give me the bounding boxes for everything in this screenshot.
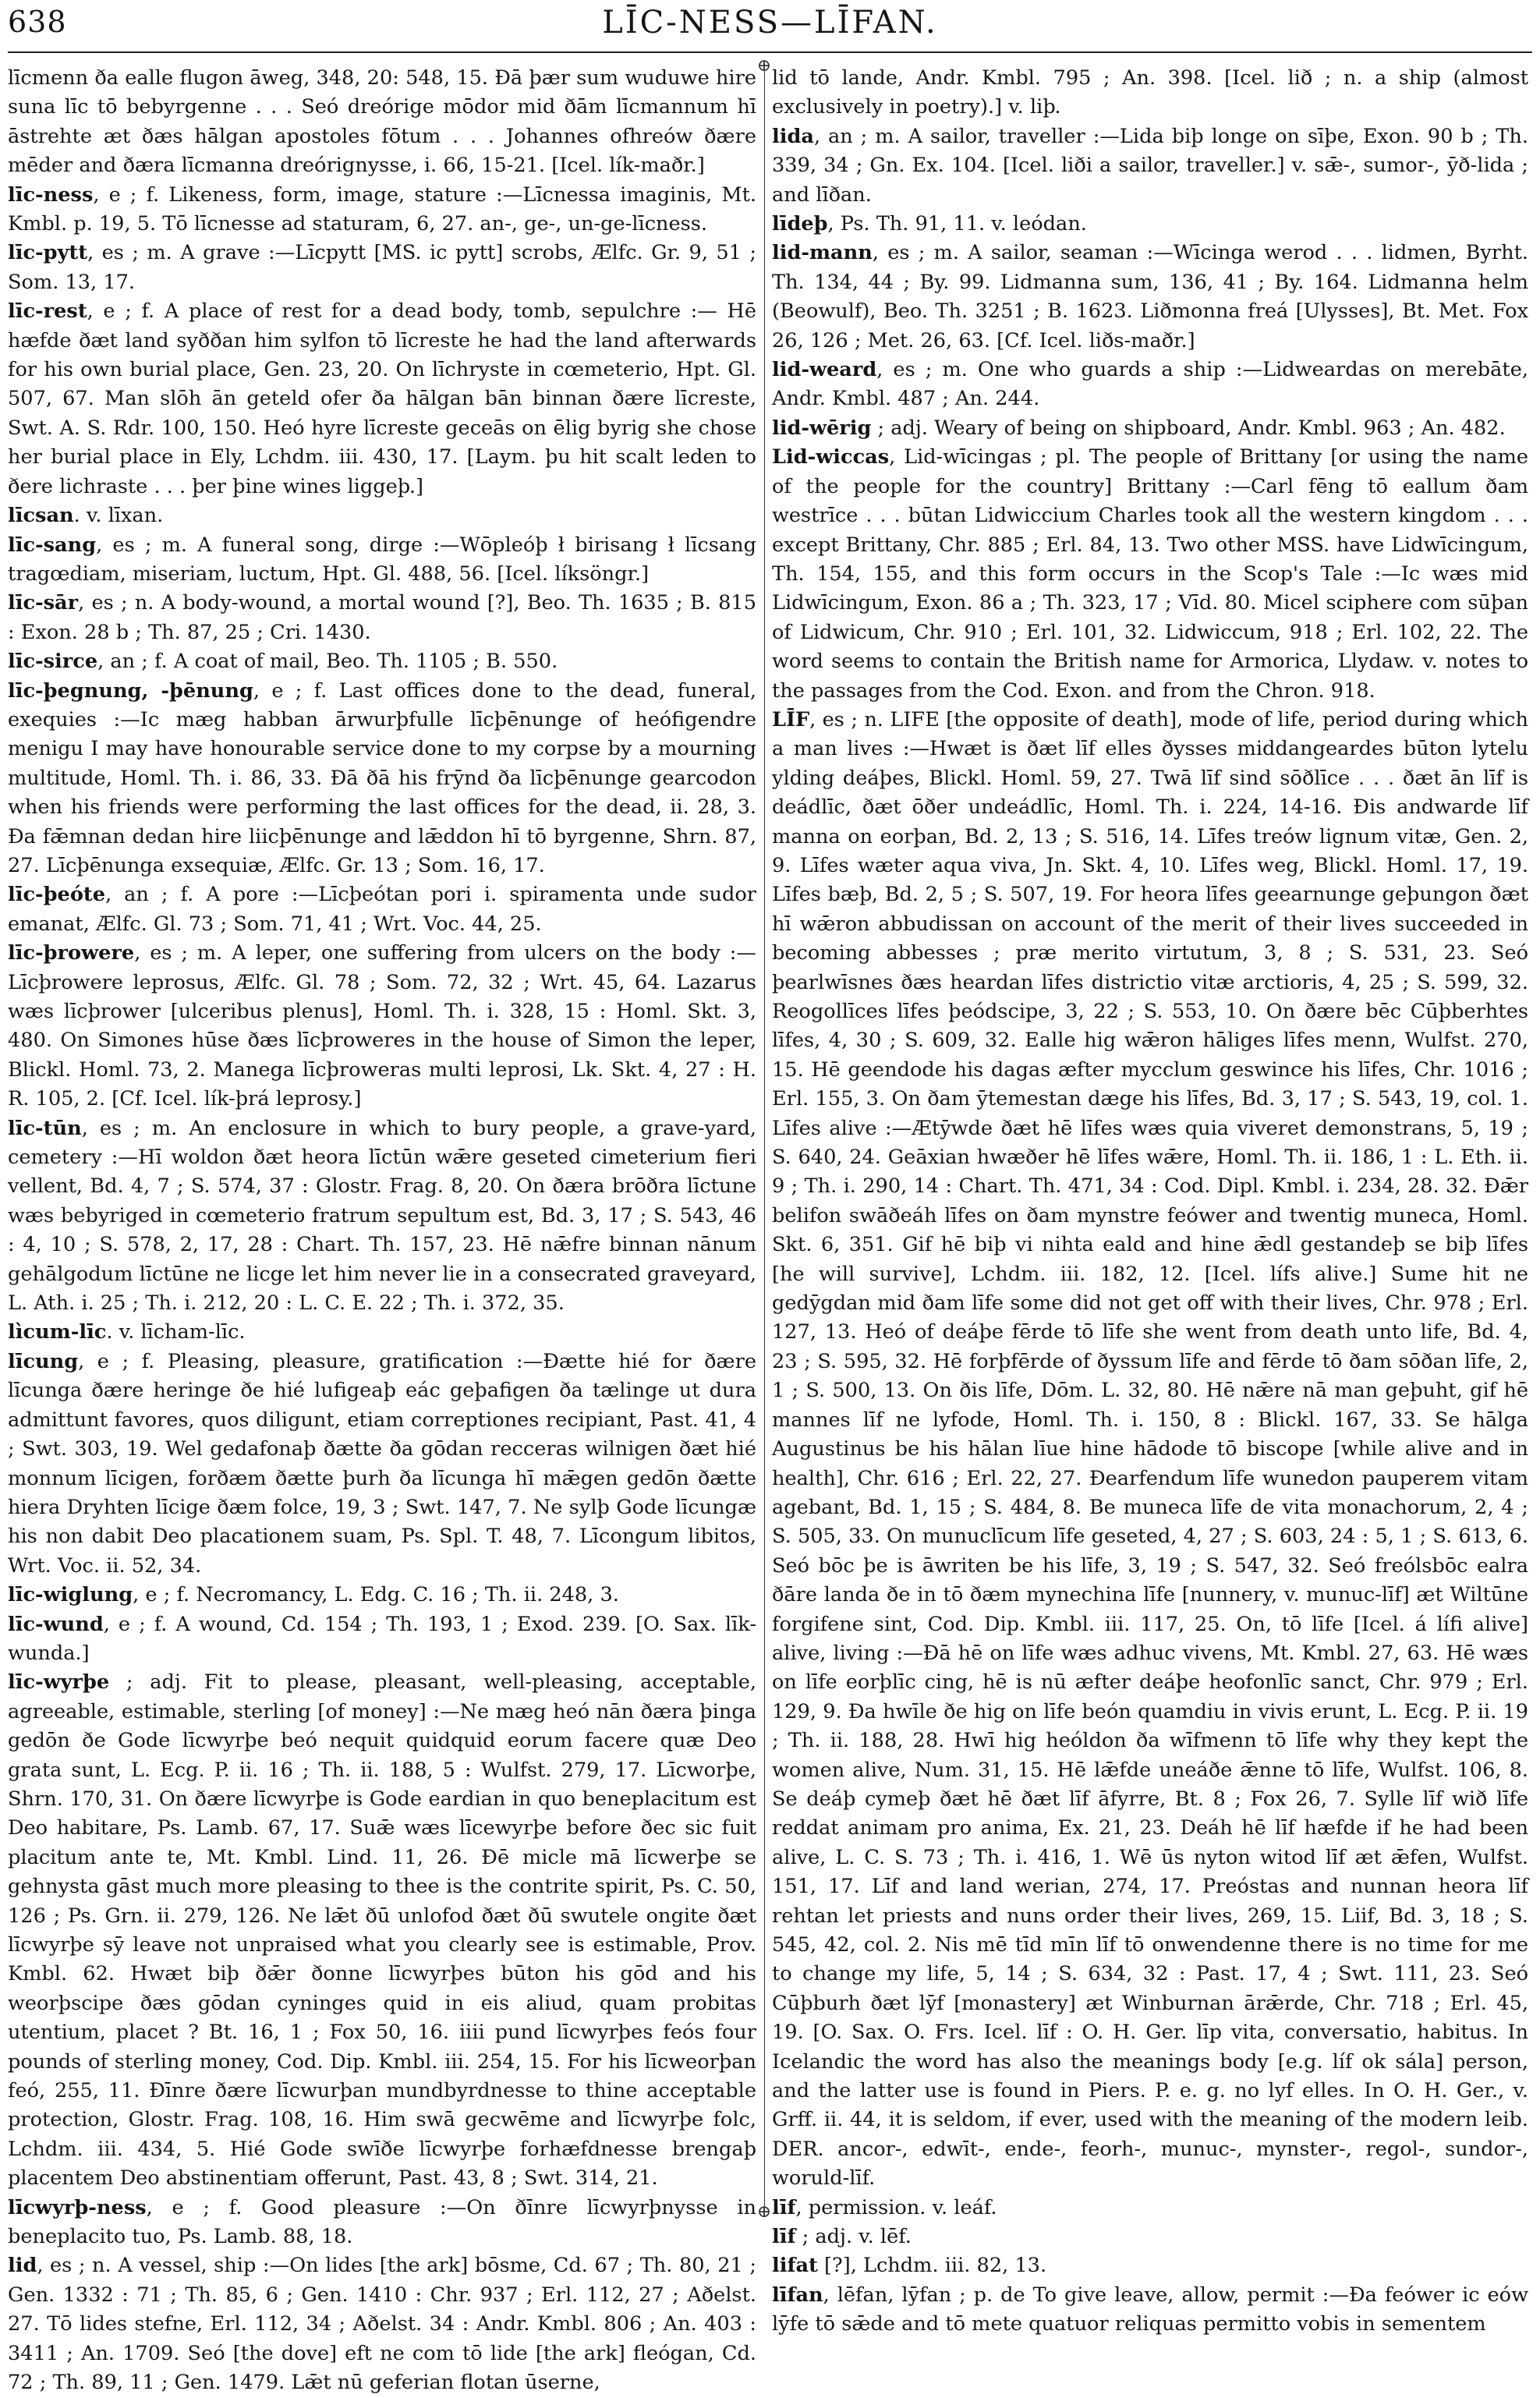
- entry-text: lid tō lande, Andr. Kmbl. 795 ; An. 398. [Icel. lið ; n. a ship (almost exclusively in poetry).] v. liþ.: [772, 66, 1528, 119]
- page-number: 638: [8, 5, 67, 39]
- dictionary-entry: [8, 501, 756, 530]
- column-divider: [764, 62, 765, 2216]
- entry-text: , es ; n. A vessel, ship :—On lides [the ark] bōsme, Cd. 67 ; Th. 80, 21 ; Gen. 1332 : 71 ; Th. 85, 6 ; Gen. 1410 : Chr. 937 ; Erl. 112, 27 ; Aðelst. 27. Tō lides stefne, Erl. 112, 34 ; Aðelst. 34 : Andr. Kmbl. 806 ; An. 403 : 3411 ; An. 1709. Seó [the dove] eft ne com tō lide [the ark] fleógan, Cd. 72 ; Th. 89, 11 ; Gen. 1479. Lǣt nū geferian flotan ūserne,: [8, 2254, 756, 2395]
- entry-text: , Lid-wīcingas ; pl. The people of Brittany [or using the name of the people for the country] Brittany :—Carl fēng tō eallum ðam westrīce . . . būtan Lidwiccium Charles took all the western kingdom . . . except Brittany, Chr. 885 ; Erl. 84, 13. Two other MSS. have Lidwīcingum, Th. 154, 155, and this form occurs in the Scop's Tale :—Ic wæs mid Lidwīcingum, Exon. 86 a ; Th. 323, 17 ; Vīd. 80. Micel sciphere com sūþan of Lidwicum, Chr. 910 ; Erl. 101, 32. Lidwiccum, 918 ; Erl. 102, 22. The word seems to contain the British name for Armorica, Llydaw. v. notes to the passages from the Cod. Exon. and from the Chron. 918.: [772, 445, 1528, 703]
- entry-headword: lid-mann: [772, 241, 873, 265]
- entry-headword: LĪF: [772, 707, 810, 731]
- entry-text: , an ; m. A sailor, traveller :—Lida biþ longe on sīþe, Exon. 90 b ; Th. 339, 34 ; Gn. Ex. 104. [Icel. liði a sailor, traveller.] v. sǣ-, sumor-, ȳð-lida ; and līðan.: [772, 124, 1528, 207]
- entry-text: , lēfan, lȳfan ; p. de To give leave, allow, permit :—Ða feówer ic eów lȳfe tō sǣde and tō mete quatuor reliquas permitto vobis in sementem: [772, 2283, 1528, 2336]
- entry-text: , Ps. Th. 91, 11. v. leódan.: [827, 212, 1087, 236]
- column-divider-ornament-bottom-icon: ⊕: [756, 2202, 772, 2222]
- entry-text: , es ; m. An enclosure in which to bury people, a grave-yard, cemetery :—Hī woldon ðæt heora līctūn wǣre geseted cimeterium fieri vellent, Bd. 4, 7 ; S. 574, 37 : Glostr. Frag. 8, 20. On ðæra brōðra līctune wæs bebyriged in cœmeterio fratrum sepultum est, Bd. 3, 17 ; S. 543, 46 : 4, 10 ; S. 578, 2, 17, 28 : Chart. Th. 157, 23. Hē nǣfre binnan nānum gehālgodum līctūne ne licge let him never lie in a consecrated graveyard, L. Ath. i. 25 ; Th. i. 212, 20 : L. C. E. 22 ; Th. i. 372, 35.: [8, 1116, 756, 1316]
- dictionary-entry: [772, 706, 1528, 2194]
- dictionary-entry: [772, 356, 1528, 414]
- entry-text: ; adj. Fit to please, pleasant, well-pleasing, acceptable, agreeable, estimable, sterling [of money] :—Ne mæg heó nān ðæra þinga gedōn ðe Gode līcwyrþe beó nequit quidquid eorum facere quæ Deo grata sunt, L. Ecg. P. ii. 16 ; Th. ii. 188, 5 : Wulfst. 279, 17. Līcworþe, Shrn. 170, 31. On ðære līcwyrþe is Gode eardian in quo beneplacitum est Deo habitare, Ps. Lamb. 67, 17. Suǣ wæs līcewyrþe before ðec sic fuit placitum ante te, Mt. Kmbl. Lind. 11, 26. Ðē micle mā līcwerþe se gehnysta gāst much more pleasing to thee is the contrite spirit, Ps. C. 50, 126 ; Ps. Grn. ii. 279, 126. Ne lǣt ðū unlofod ðæt ðū swutele ongite ðæt līcwyrþe sȳ leave not unpraised what you clearly see is estimable, Prov. Kmbl. 62. Hwæt biþ ðǣr ðonne līcwyrþes būton his gōd and his weorþscipe ðæs gōdan cyninges quid in eis aliud, quam probitas utentium, placet ? Bt. 16, 1 ; Fox 50, 16. iiii pund līcwyrþes feós four pounds of sterling money, Cod. Dip. Kmbl. iii. 254, 15. For his līcweorþan feó, 255, 11. Ðīnre ðære līcwurþan mundbyrdnesse to thine acceptable protection, Glostr. Frag. 108, 16. Him swā gecwēme and līcwyrþe folc, Lchdm. iii. 434, 5. Hié Gode swīðe līcwyrþe forhæfdnesse brengaþ placentem Deo abstinentiam offerunt, Past. 43, 8 ; Swt. 314, 21.: [8, 1670, 756, 2191]
- dictionary-entry: [8, 1610, 756, 1669]
- entry-headword: līc-tūn: [8, 1116, 82, 1140]
- entry-headword: līc-ness: [8, 182, 94, 207]
- entry-text: , e ; f. A place of rest for a dead body, tomb, sepulchre :— Hē hæfde ðæt land syððan him sylfon tō līcreste he had the land afterwards for his own burial place, Gen. 23, 20. On līchryste in cœmeterio, Hpt. Gl. 507, 67. Man slōh ān geteld ofer ða hālgan bān binnan ðære līcreste, Swt. A. S. Rdr. 100, 150. Heó hyre līcreste geceās on ēlig byrig she chose her burial place in Ely, Lchdm. iii. 430, 17. [Laym. þu hit scalt leden to ðere lichraste . . . þer þine wines liggeþ.]: [8, 299, 756, 498]
- entry-text: , e ; f. Necromancy, L. Edg. C. 16 ; Th. ii. 248, 3.: [133, 1583, 619, 1607]
- entry-headword: līc-rest: [8, 299, 87, 324]
- entry-text: , es ; m. One who guards a ship :—Lidweardas on merebāte, Andr. Kmbl. 487 ; An. 244.: [772, 358, 1528, 411]
- entry-text: , an ; f. A pore :—Līcþeótan pori i. spiramenta unde sudor emanat, Ælfc. Gl. 73 ; Som. 71, 41 ; Wrt. Voc. 44, 25.: [8, 883, 756, 936]
- dictionary-entry: [772, 64, 1528, 122]
- entry-headword: līc-sār: [8, 591, 79, 615]
- entry-text: , es ; m. A grave :—Līcpytt [MS. ic pytt] scrobs, Ælfc. Gr. 9, 51 ; Som. 13, 17.: [8, 241, 756, 294]
- dictionary-entry: [772, 2223, 1528, 2251]
- entry-headword: lid-weard: [772, 358, 877, 382]
- dictionary-entry: [772, 414, 1528, 443]
- dictionary-entry: [772, 443, 1528, 706]
- left-column: [8, 64, 756, 2395]
- dictionary-entry: [8, 677, 756, 881]
- dictionary-entry: [8, 1668, 756, 2193]
- entry-text: , e ; f. Pleasing, pleasure, gratification :—Ðætte hié for ðære līcunga ðære heringe ðe hié lufigeaþ eác geþafigen ða tælinge ut dura admittunt favores, quos diligunt, etiam correptiones recipiant, Past. 41, 4 ; Swt. 303, 19. Wel gedafonaþ ðætte ða gōdan recceras wilnigen ðæt hié monnum līcigen, forðæm ðætte þurh ða līcunga hī mǣgen gedōn ðætte hiera Dryhten līcige ðæm folce, 19, 3 ; Swt. 147, 7. Ne sylþ Gode līcungæ his non dabit Deo placationem suam, Ps. Spl. T. 48, 7. Līcongum libitos, Wrt. Voc. ii. 52, 34.: [8, 1349, 756, 1578]
- entry-headword: līc-wiglung: [8, 1583, 133, 1607]
- entry-text: , es ; n. A body-wound, a mortal wound [?], Beo. Th. 1635 ; B. 815 : Exon. 28 b ; Th. 87, 25 ; Cri. 1430.: [8, 591, 756, 644]
- dictionary-entry: [772, 2251, 1528, 2280]
- dictionary-entry: [8, 1114, 756, 1319]
- column-divider-ornament-icon: ⊕: [756, 56, 772, 76]
- entry-text: , es ; m. A funeral song, dirge :—Wōpleóþ ł birisang ł līcsang tragœdiam, miseriam, luctum, Hpt. Gl. 488, 56. [Icel. líksöngr.]: [8, 533, 756, 586]
- page-header: [0, 0, 1540, 56]
- entry-headword: līf: [772, 2225, 796, 2249]
- entry-text: , an ; f. A coat of mail, Beo. Th. 1105 ; B. 550.: [97, 650, 558, 674]
- entry-headword: Lid-wiccas: [772, 445, 890, 469]
- dictionary-entry: [772, 122, 1528, 210]
- entry-text: [?], Lchdm. iii. 82, 13.: [817, 2254, 1047, 2278]
- entry-headword: līfan: [772, 2283, 823, 2307]
- entry-headword: lid-wērig: [772, 416, 872, 440]
- entry-text: . v. līcham-līc.: [106, 1320, 246, 1344]
- dictionary-entry: [8, 939, 756, 1114]
- dictionary-entry: [8, 181, 756, 239]
- entry-text: ; adj. v. lēf.: [795, 2225, 912, 2249]
- entry-headword: līc-sang: [8, 533, 97, 557]
- entry-headword: līc-þeóte: [8, 883, 106, 907]
- entry-headword: līf: [772, 2195, 796, 2219]
- entry-text: , e ; f. Good pleasure :—On ðīnre līcwyrþnysse in beneplacito tuo, Ps. Lamb. 88, 18.: [8, 2195, 756, 2249]
- entry-headword: lìcum-līc: [8, 1320, 107, 1344]
- entry-headword: lid: [8, 2254, 37, 2278]
- entry-headword: līcwyrþ-ness: [8, 2195, 147, 2219]
- entry-text: . v. līxan.: [73, 504, 164, 528]
- entry-headword: līdeþ: [772, 212, 828, 236]
- entry-headword: līc-pytt: [8, 241, 88, 265]
- dictionary-entry: [772, 210, 1528, 239]
- running-head: LĪC-NESS—LĪFAN.: [602, 5, 938, 41]
- entry-headword: līc-wund: [8, 1612, 104, 1636]
- entry-text: ; adj. Weary of being on shipboard, Andr. Kmbl. 963 ; An. 482.: [871, 416, 1506, 440]
- entry-headword: līc-sirce: [8, 650, 98, 674]
- entry-text: , permission. v. leáf.: [795, 2195, 997, 2219]
- entry-text: , es ; m. A sailor, seaman :—Wīcinga werod . . . lidmen, Byrht. Th. 134, 44 ; By. 99. Lidmanna sum, 136, 41 ; By. 164. Lidmanna helm (Beowulf), Beo. Th. 3251 ; B. 1623. Liðmonna freá [Ulysses], Bt. Met. Fox 26, 126 ; Met. 26, 63. [Cf. Icel. liðs-maðr.]: [772, 241, 1528, 352]
- dictionary-entry: [8, 589, 756, 647]
- dictionary-entry: [8, 2194, 756, 2252]
- entry-headword: līcung: [8, 1349, 79, 1373]
- dictionary-entry: [8, 1581, 756, 1610]
- dictionary-entry: [8, 64, 756, 181]
- dictionary-entry: [8, 880, 756, 939]
- entry-headword: līc-þrowere: [8, 941, 135, 965]
- dictionary-entry: [8, 297, 756, 501]
- entry-headword: līc-wyrþe: [8, 1670, 110, 1695]
- entry-text: , e ; f. Last offices done to the dead, funeral, exequies :—Ic mæg habban ārwurþfulle līcþēnunge of heófigendre menigu I may have honourable service done to my corpse by a mourning multitude, Homl. Th. i. 86, 33. Ðā ðā his frȳnd ða līcþēnunge gearcodon when his friends were performing the last offices for the dead, ii. 28, 3. Ða fǣmnan dedan hire liicþēnunge and lǣddon hī tō byrgenne, Shrn. 87, 27. Līcþēnunga exsequiæ, Ælfc. Gr. 13 ; Som. 16, 17.: [8, 678, 756, 877]
- right-column: [772, 64, 1528, 2336]
- dictionary-entry: [8, 239, 756, 297]
- entry-headword: līcsan: [8, 504, 74, 528]
- entry-text: , es ; m. A leper, one suffering from ulcers on the body :— Līcþrowere leprosus, Ælfc. Gl. 78 ; Som. 72, 32 ; Wrt. 45, 64. Lazarus wæs līcþrower [ulceribus plenus], Homl. Th. i. 328, 15 : Homl. Skt. 3, 480. On Simones hūse ðæs līcþroweres in the house of Simon the leper, Blickl. Homl. 73, 2. Manega līcþroweras multi leprosi, Lk. Skt. 4, 27 : H. R. 105, 2. [Cf. Icel. lík-þrá leprosy.]: [8, 941, 756, 1111]
- dictionary-entry: [772, 2281, 1528, 2340]
- entry-text: , es ; n. LIFE [the opposite of death], mode of life, period during which a man lives :—Hwæt is ðæt līf elles ðysses middangeardes būton lytelu ylding deáþes, Blickl. Homl. 59, 27. Twā līf sind sōðlīce . . . ðæt ān līf is deádlīc, ðæt ōðer undeádlīc, Homl. Th. i. 224, 14-16. Ðis andwarde līf manna on eorþan, Bd. 2, 13 ; S. 516, 14. Līfes treów lignum vitæ, Gen. 2, 9. Līfes wæter aqua viva, Jn. Skt. 4, 10. Līfes weg, Blickl. Homl. 17, 19. Līfes bæþ, Bd. 2, 5 ; S. 507, 19. For heora līfes geearnunge geþungon ðæt hī wǣron abbudissan on account of the merit of their lives succeeded in becoming abbesses ; præ merito virtutum, 3, 8 ; S. 531, 23. Seó þearlwīsnes ðæs heardan līfes districtio vitæ arctioris, 4, 25 ; S. 599, 32. Reogollīces līfes þeódscipe, 3, 22 ; S. 553, 10. On ðære bēc Cūþberhtes līfes, 4, 30 ; S. 609, 32. Ealle hig wǣron hāliges līfes menn, Wulfst. 270, 15. Hē geendode his dagas æfter mycclum geswince his līfes, Chr. 1016 ; Erl. 155, 3. On ðam ȳtemestan dæge his līfes, Bd. 3, 17 ; S. 543, 19, col. 1. Līfes alive :—Ætȳwde ðæt hē līfes wæs quia viveret demonstrans, 5, 19 ; S. 640, 24. Geāxian hwæðer hē līfes wǣre, Homl. Th. ii. 186, 1 : L. Eth. ii. 9 ; Th. i. 290, 14 : Chart. Th. 471, 34 : Cod. Dipl. Kmbl. i. 234, 28. 32. Ðǣr belifon swāðeáh līfes on ðam mynstre feówer and twentig muneca, Homl. Skt. 6, 351. Gif hē biþ vi nihta eald and hine ǣdl gestandeþ se biþ līfes [he will survive], Lchdm. iii. 182, 12. [Icel. lífs alive.] Sume hit ne gedȳgdan mid ðam līfe some did not get off with their lives, Chr. 978 ; Erl. 127, 13. Heó of deáþe fērde tō līfe she went from death unto life, Bd. 4, 23 ; S. 595, 32. Hē forþfērde of ðyssum līfe and fērde tō ðam sōðan līfe, 2, 1 ; S. 500, 13. On ðis līfe, Dōm. L. 32, 80. Hē nǣre nā man geþuht, gif hē mannes līf ne lyfode, Homl. Th. i. 150, 8 : Blickl. 167, 33. Se hālga Augustinus be his hālan līue hine hādode tō biscope [while alive and in health], Chr. 616 ; Erl. 22, 27. Ðearfendum līfe wunedon pauperem vitam agebant, Bd. 1, 15 ; S. 484, 8. Be muneca līfe de vita monachorum, 2, 4 ; S. 505, 33. On munuclīcum līfe geseted, 4, 27 ; S. 603, 24 : 5, 1 ; S. 613, 6. Seó bōc þe is āwriten be his līfe, 3, 19 ; S. 547, 32. Seó freólsbōc ealra ðāre landa ðe in tō ðæm mynechina līfe [nunnery, v. munuc-līf] æt Wiltūne forgifene sint, Cod. Dip. Kmbl. iii. 117, 25. On, tō līfe [Icel. á lífi alive] alive, living :—Ðā hē on līfe wæs adhuc vivens, Mt. Kmbl. 27, 63. Hē wæs on līfe eorþlīc cing, hē is nū æfter deáþe heofonlīc sanct, Chr. 979 ; Erl. 129, 9. Ða hwīle ðe hig on līfe beón quamdiu in vivis erunt, L. Ecg. P. ii. 19 ; Th. ii. 188, 28. Hwī hig heóldon ða wīfmenn tō līfe why they kept the women alive, Num. 31, 15. Hē lǣfde uneáðe ǣnne tō līfe, Wulfst. 106, 8. Se deáþ cymeþ ðæt hē ðæt līf āfyrre, Bt. 8 ; Fox 26, 7. Sylle līf wið līfe reddat animam pro anima, Ex. 21, 23. Deáh hē līf hæfde if he had been alive, L. C. S. 73 ; Th. i. 416, 1. Wē ūs nyton witod līf æt ǣfen, Wulfst. 151, 17. Līf and land werian, 274, 17. Preóstas and nunnan heora līf rehtan let priests and nuns order their lives, 269, 15. Liif, Bd. 3, 18 ; S. 545, 42, col. 2. Nis mē tīd mīn līf tō onwendenne there is no time for me to change my life, 5, 14 ; S. 634, 32 : Past. 17, 4 ; Swt. 111, 23. Seó Cūþburh ðæt lȳf [monastery] æt Winburnan ārǣrde, Chr. 718 ; Erl. 45, 19. [O. Sax. O. Frs. Icel. līf : O. H. Ger. līp vita, conversatio, habitus. In Icelandic the word has also the meanings body [e.g. líf ok sála] person, and the latter use is found in Piers. P. e. g. no lyf elles. In O. H. Ger., v. Grff. ii. 44, it is seldom, if ever, used with the meaning of the modern leib. DER. ancor-, edwīt-, ende-, feorh-, munuc-, mynster-, regol-, sundor-, woruld-līf.: [772, 707, 1528, 2191]
- entry-text: , e ; f. A wound, Cd. 154 ; Th. 193, 1 ; Exod. 239. [O. Sax. līk-wunda.]: [8, 1612, 756, 1665]
- dictionary-entry: [8, 2251, 756, 2397]
- entry-headword: līc-þegnung, -þēnung: [8, 678, 253, 703]
- dictionary-entry: [772, 239, 1528, 356]
- dictionary-entry: [8, 647, 756, 676]
- dictionary-entry: [8, 1348, 756, 1581]
- header-rule: [8, 51, 1532, 53]
- entry-headword: lifat: [772, 2254, 818, 2278]
- dictionary-entry: [8, 1318, 756, 1347]
- dictionary-entry: [8, 531, 756, 590]
- entry-headword: lida: [772, 124, 814, 148]
- entry-text: līcmenn ða ealle flugon āweg, 348, 20: 548, 15. Ðā þær sum wuduwe hire suna līc tō bebyrgenne . . . Seó dreórige mōdor mid ðām līcmannum hī āstrehte æt ðæs hālgan apostoles fōtum . . . Johannes ofhreów ðære mēder and ðæra līcmanna dreórignysse, i. 66, 15-21. [Icel. lík-maðr.]: [8, 66, 756, 178]
- dictionary-entry: [772, 2194, 1528, 2223]
- entry-text: , e ; f. Likeness, form, image, stature :—Līcnessa imaginis, Mt. Kmbl. p. 19, 5. Tō līcnesse ad staturam, 6, 27. an-, ge-, un-ge-līcness.: [8, 182, 756, 236]
